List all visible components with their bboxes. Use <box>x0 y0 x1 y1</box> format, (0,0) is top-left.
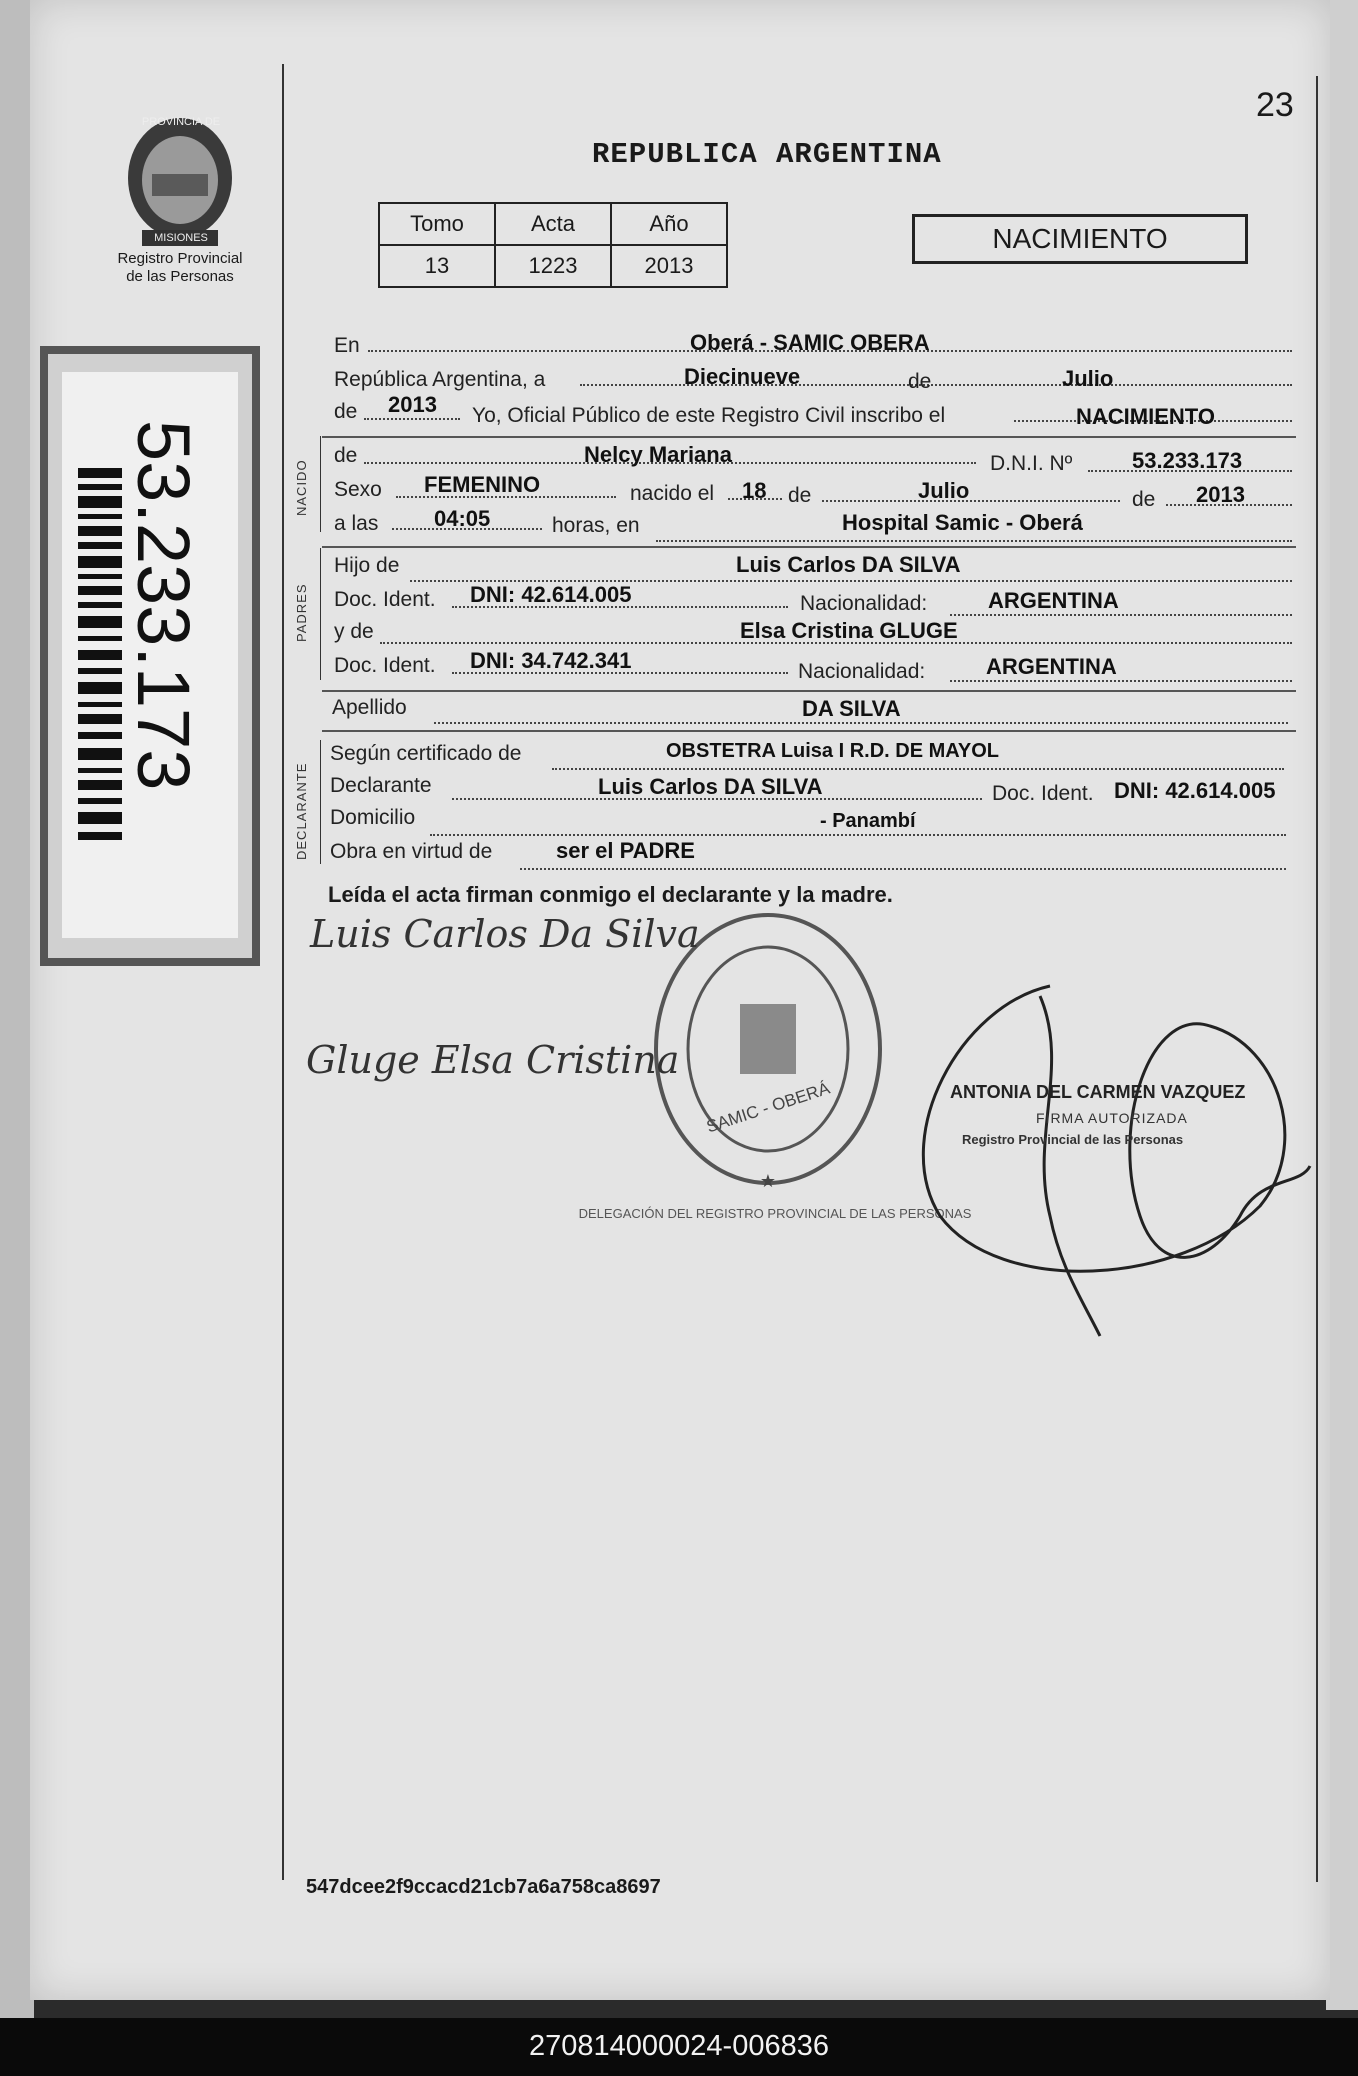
domicilio-value: - Panambí <box>820 810 916 832</box>
org-name-line1: Registro Provincial <box>117 250 243 267</box>
acta-value: 1223 <box>495 245 611 287</box>
separator <box>322 546 1296 548</box>
mother-name-value: Elsa Cristina GLUGE <box>740 618 958 643</box>
page-title: REPUBLICA ARGENTINA <box>592 138 942 171</box>
de-label: de <box>334 400 358 423</box>
doc-ident-label: Doc. Ident. <box>334 588 436 611</box>
mother-signature: Gluge Elsa Cristina <box>306 1038 680 1082</box>
declarante-label: Declarante <box>330 774 432 797</box>
father-nationality-value: ARGENTINA <box>988 588 1119 613</box>
nacionalidad-label: Nacionalidad: <box>800 592 928 615</box>
obra-label: Obra en virtud de <box>330 840 493 863</box>
declarante-value: Luis Carlos DA SILVA <box>598 774 823 799</box>
dotted-line <box>656 540 1292 542</box>
page-edge-left <box>0 0 34 2020</box>
misiones-shield-logo <box>118 112 242 250</box>
nacionalidad-label: Nacionalidad: <box>798 660 926 683</box>
place-value: Oberá - SAMIC OBERA <box>690 330 930 355</box>
birth-day-value: 18 <box>742 478 767 503</box>
document-hash: 547dcee2f9ccacd21cb7a6a758ca8697 <box>306 1876 661 1898</box>
mother-nationality-value: ARGENTINA <box>986 654 1117 679</box>
sexo-label: Sexo <box>334 478 382 501</box>
anio-value: 2013 <box>611 245 727 287</box>
acta-header: Acta <box>495 203 611 245</box>
birth-month-value: Julio <box>918 478 970 503</box>
separator <box>322 730 1296 732</box>
section-label-declarante: DECLARANTE <box>294 762 309 860</box>
tomo-acta-anio-table <box>378 202 728 288</box>
svg-text:★: ★ <box>759 1171 777 1191</box>
official-name: ANTONIA DEL CARMEN VAZQUEZ <box>950 1082 1246 1102</box>
month-value: Julio <box>1062 366 1114 391</box>
official-signature <box>880 966 1320 1346</box>
dotted-line <box>552 768 1284 770</box>
dotted-line <box>950 680 1292 682</box>
de-label: de <box>908 370 932 393</box>
closing-statement: Leída el acta firman conmigo el declarante y la madre. <box>328 882 893 907</box>
separator <box>322 690 1296 692</box>
stamp-outer-text: DELEGACIÓN DEL REGISTRO PROVINCIAL DE LAS PERSONAS <box>578 1206 972 1221</box>
obra-value: ser el PADRE <box>556 838 695 863</box>
mother-doc-value: DNI: 34.742.341 <box>470 648 632 673</box>
anio-header: Año <box>611 203 727 245</box>
segun-certificado-label: Según certificado de <box>330 742 522 765</box>
certificado-value: OBSTETRA Luisa I R.D. DE MAYOL <box>666 740 999 762</box>
dotted-line <box>822 500 1120 502</box>
apellido-label: Apellido <box>332 696 407 719</box>
logo-text-bottom: MISIONES <box>154 232 208 244</box>
dni-label: D.N.I. Nº <box>990 452 1073 475</box>
doc-ident-label: Doc. Ident. <box>334 654 436 677</box>
official-role: FIRMA AUTORIZADA <box>1036 1110 1188 1126</box>
page-edge-right <box>1326 0 1358 2010</box>
day-word-value: Diecinueve <box>684 364 801 389</box>
nacido-el-label: nacido el <box>630 482 715 505</box>
a-las-label: a las <box>334 512 379 535</box>
section-label-padres: PADRES <box>294 583 309 642</box>
logo-text-top: PROVINCIA DE <box>141 116 221 128</box>
record-type-box: NACIMIENTO <box>912 214 1248 264</box>
official-org: Registro Provincial de las Personas <box>962 1132 1184 1147</box>
padres-rule <box>320 548 321 680</box>
father-name-value: Luis Carlos DA SILVA <box>736 552 961 577</box>
declarante-doc-value: DNI: 42.614.005 <box>1114 778 1276 803</box>
scan-id: 270814000024-006836 <box>529 2030 829 2062</box>
dotted-line <box>950 614 1292 616</box>
y-de-label: y de <box>334 620 374 643</box>
apellido-value: DA SILVA <box>802 696 901 721</box>
tomo-header: Tomo <box>379 203 495 245</box>
barcode-number: 53.233.173 <box>122 420 205 791</box>
dotted-line <box>430 834 1286 836</box>
sexo-value: FEMENINO <box>424 472 541 497</box>
declarante-signature: Luis Carlos Da Silva <box>310 912 700 956</box>
dotted-line <box>434 722 1288 724</box>
de-label: de <box>788 484 812 507</box>
section-label-nacido: NACIDO <box>294 459 309 516</box>
left-margin-rule <box>282 64 284 1880</box>
separator <box>322 436 1296 438</box>
father-doc-value: DNI: 42.614.005 <box>470 582 632 607</box>
child-dni-value: 53.233.173 <box>1132 448 1243 473</box>
domicilio-label: Domicilio <box>330 806 416 829</box>
de-label: de <box>334 444 358 467</box>
stamp-inner-text: SAMIC - OBERÁ <box>704 1078 833 1137</box>
dotted-line <box>520 868 1286 870</box>
barcode <box>78 468 122 844</box>
hospital-value: Hospital Samic - Oberá <box>842 510 1083 535</box>
dotted-line <box>364 418 460 420</box>
child-name-value: Nelcy Mariana <box>584 442 732 467</box>
birth-time-value: 04:05 <box>434 506 491 531</box>
tomo-value: 13 <box>379 245 495 287</box>
oficial-text: Yo, Oficial Público de este Registro Civil inscribo el <box>472 404 946 427</box>
nacido-rule <box>320 436 321 532</box>
republica-label: República Argentina, a <box>334 368 546 391</box>
birth-year-value: 2013 <box>1196 482 1245 507</box>
org-name-line2: de las Personas <box>126 268 234 285</box>
de-label: de <box>1132 488 1156 511</box>
year-value: 2013 <box>388 392 437 417</box>
en-label: En <box>334 334 360 357</box>
declarante-rule <box>320 740 321 864</box>
page-number: 23 <box>1256 86 1294 124</box>
hijo-de-label: Hijo de <box>334 554 400 577</box>
acta-type-value: NACIMIENTO <box>1076 404 1215 429</box>
doc-ident-label: Doc. Ident. <box>992 782 1094 805</box>
horas-en-label: horas, en <box>552 514 640 537</box>
